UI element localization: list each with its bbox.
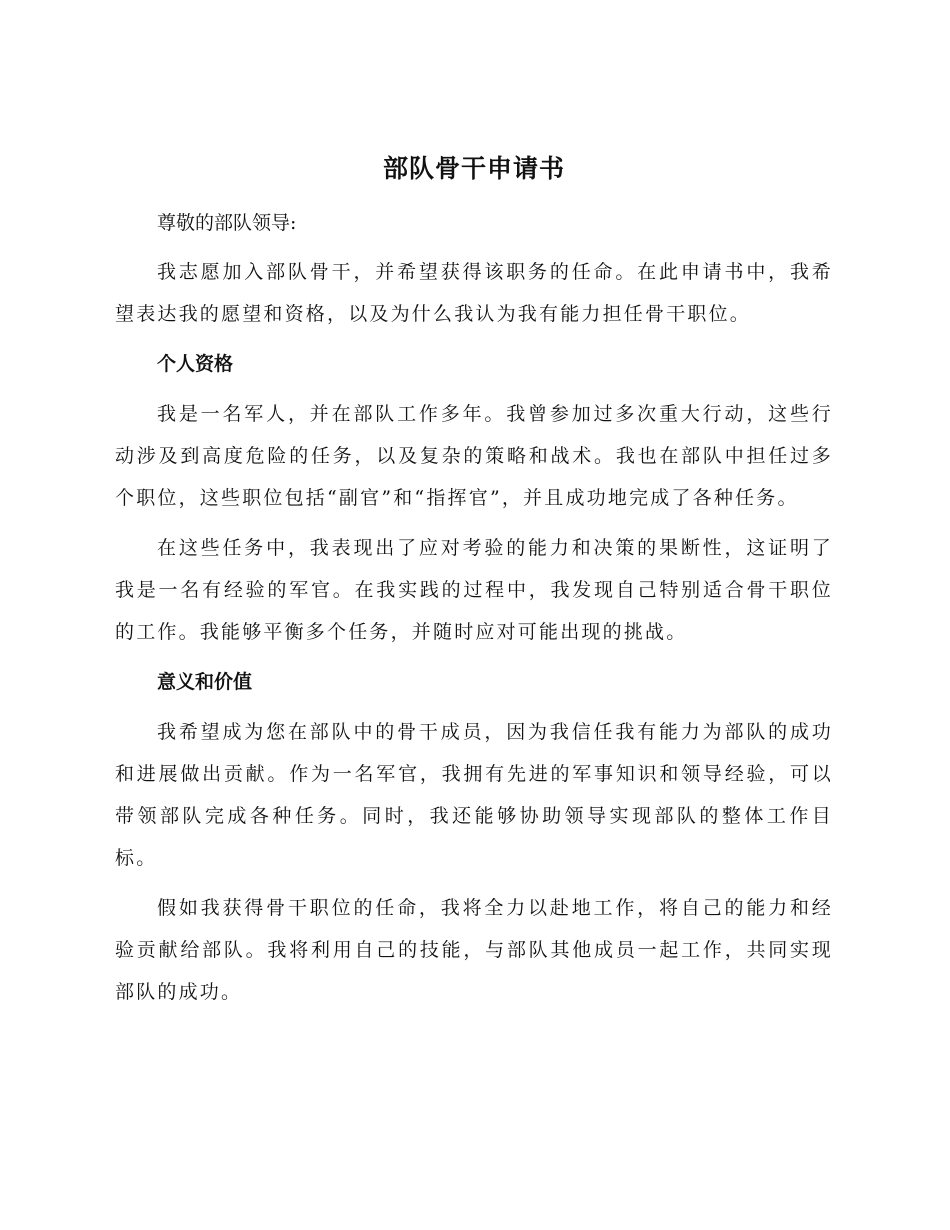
paragraph-contribution: 我希望成为您在部队中的骨干成员，因为我信任我有能力为部队的成功和进展做出贡献。作为一名军官，我拥有先进的军事知识和领导经验，可以带领部队完成各种任务。同时，我还能够协助领导实现部队的整体工作目标。 [115,721,833,869]
paragraph-ability: 在这些任务中，我表现出了应对考验的能力和决策的果断性，这证明了我是一名有经验的军官。在我实践的过程中，我发现自己特别适合骨干职位的工作。我能够平衡多个任务，并随时应对可能出现的挑战。 [115,537,833,643]
paragraph-intro: 我志愿加入部队骨干，并希望获得该职务的任命。在此申请书中，我希望表达我的愿望和资格，以及为什么我认为我有能力担任骨干职位。 [115,261,833,325]
section-heading-value: 意义和价值 [157,671,253,693]
paragraph-experience: 我是一名军人，并在部队工作多年。我曾参加过多次重大行动，这些行动涉及到高度危险的任务，以及复杂的策略和战术。我也在部队中担任过多个职位，这些职位包括“副官”和“指挥官”，并且成功地完成了各种任务。 [115,403,833,509]
section-heading-qualifications: 个人资格 [157,353,234,375]
salutation: 尊敬的部队领导: [157,212,297,234]
document-title: 部队骨干申请书 [382,154,565,183]
document-page [115,150,833,1021]
paragraph-commitment: 假如我获得骨干职位的任命，我将全力以赴地工作，将自己的能力和经验贡献给部队。我将利用自己的技能，与部队其他成员一起工作，共同实现部队的成功。 [115,897,833,1003]
